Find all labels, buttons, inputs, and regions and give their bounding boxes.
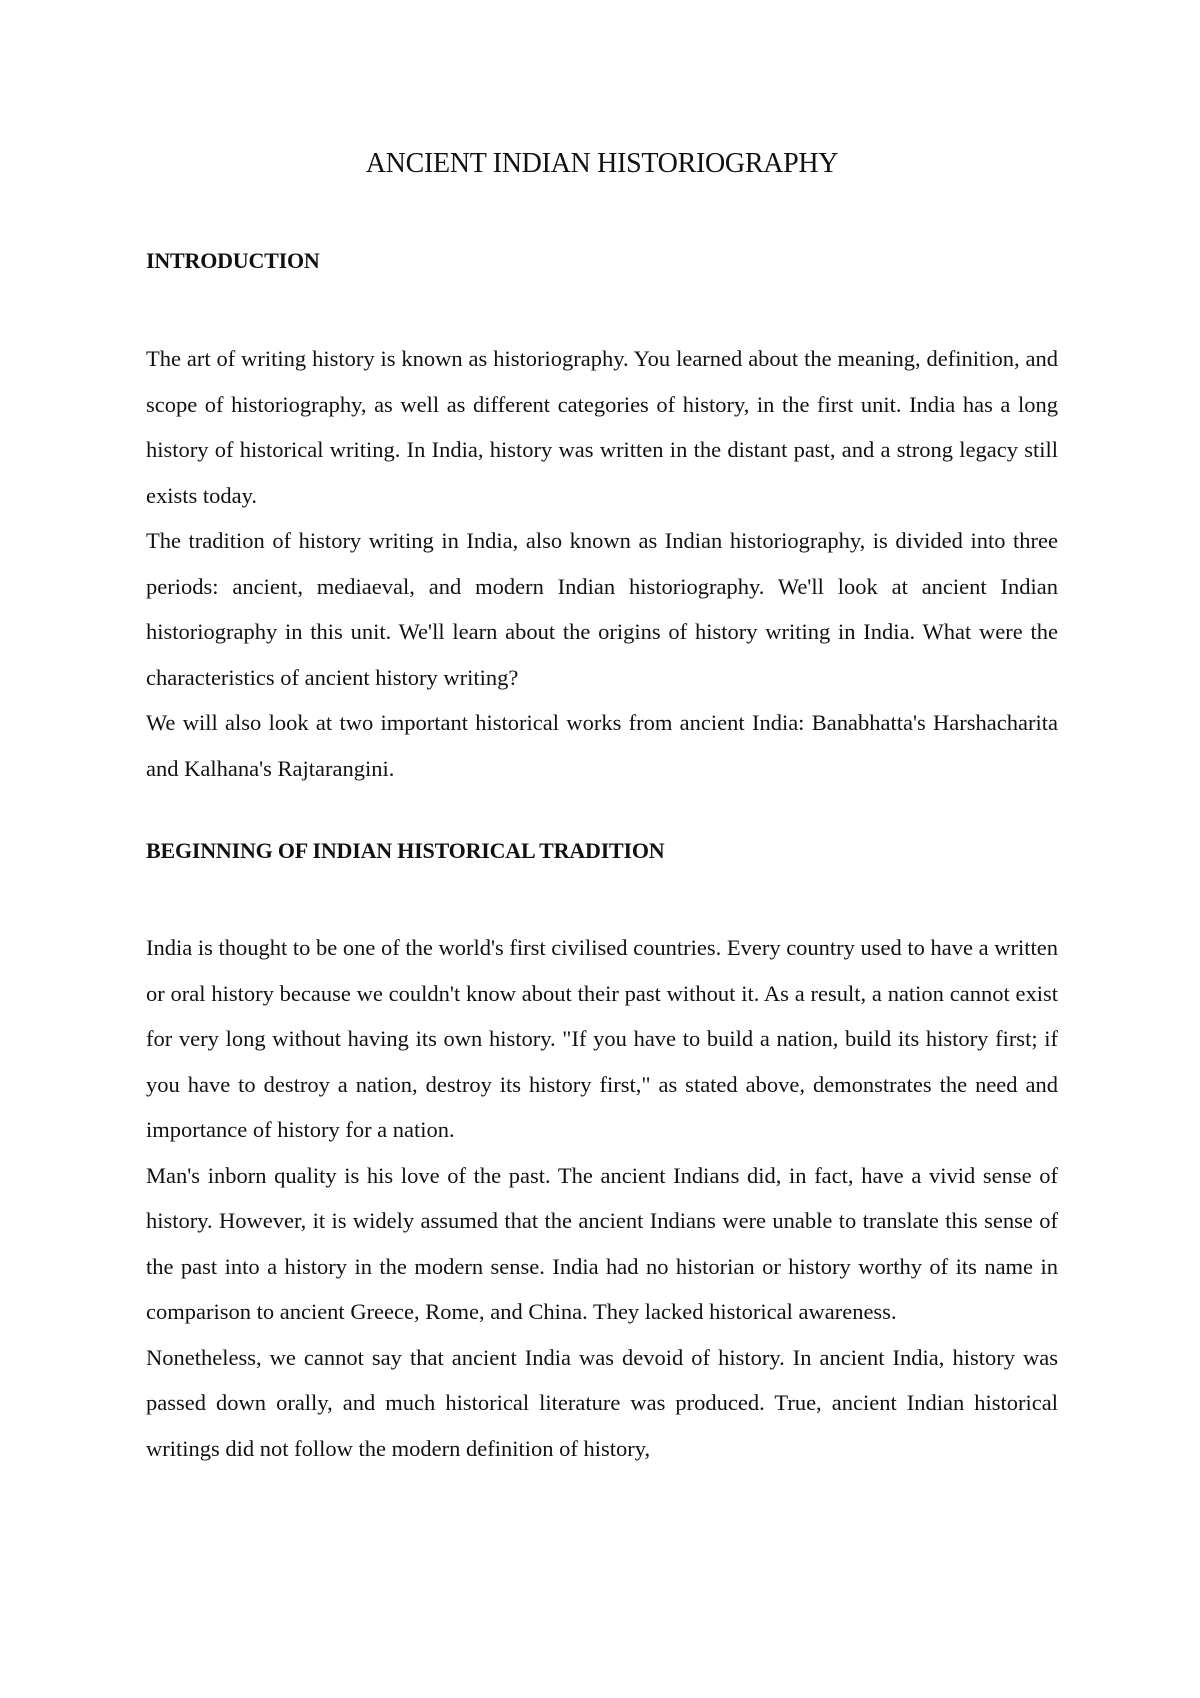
beginning-body xyxy=(146,925,1058,1471)
section-heading-introduction: INTRODUCTION xyxy=(146,248,320,273)
introduction-paragraph-1: The art of writing history is known as historiography. You learned about the meaning, definition, and scope of historiography, as well as different categories of history, in the first unit. India has a long history of historical writing. In India, history was written in the distant past, and a strong legacy still exists today. xyxy=(146,346,1058,508)
introduction-paragraph-3: We will also look at two important historical works from ancient India: Banabhatta's Harshacharita and Kalhana's Rajtarangini. xyxy=(146,710,1058,781)
introduction-body xyxy=(146,336,1058,791)
introduction-paragraph-2: The tradition of history writing in India, also known as Indian historiography, is divided into three periods: ancient, mediaeval, and modern Indian historiography. We'll look at ancient Indian historiography in this unit. We'll learn about the origins of history writing in India. What were the characteristics of ancient history writing? xyxy=(146,528,1058,690)
document-title: ANCIENT INDIAN HISTORIOGRAPHY xyxy=(365,148,839,179)
beginning-paragraph-2: Man's inborn quality is his love of the past. The ancient Indians did, in fact, have a vivid sense of history. However, it is widely assumed that the ancient Indians were unable to translate this sense of the past into a history in the modern sense. India had no historian or history worthy of its name in comparison to ancient Greece, Rome, and China. They lacked historical awareness. xyxy=(146,1162,1058,1324)
beginning-paragraph-1: India is thought to be one of the world's first civilised countries. Every country used to have a written or oral history because we couldn't know about their past without it. As a result, a nation cannot exist for very long without having its own history. "If you have to build a nation, build its history first; if you have to destroy a nation, destroy its history first," as stated above, demonstrates the need and importance of history for a nation. xyxy=(146,935,1058,1142)
beginning-paragraph-3: Nonetheless, we cannot say that ancient India was devoid of history. In ancient India, history was passed down orally, and much historical literature was produced. True, ancient Indian historical writings did not follow the modern definition of history, xyxy=(146,1344,1058,1461)
section-heading-beginning-of-indian-historical-tradition: BEGINNING OF INDIAN HISTORICAL TRADITION xyxy=(146,838,665,863)
